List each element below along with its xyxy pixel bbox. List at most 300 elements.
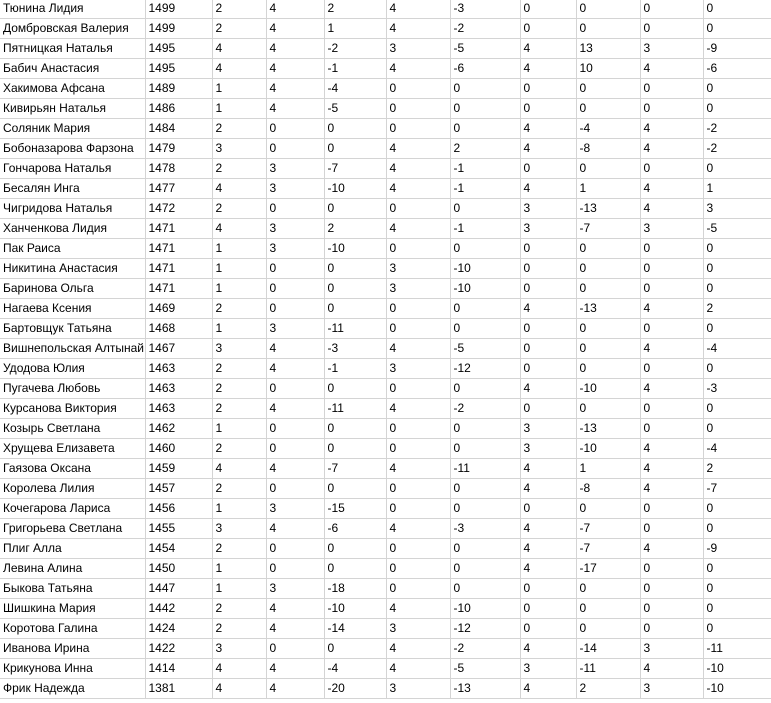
cell-col-4[interactable]: 0 xyxy=(266,639,324,659)
cell-col-10[interactable]: 4 xyxy=(640,339,703,359)
cell-col-3[interactable]: 3 xyxy=(212,519,266,539)
cell-name[interactable]: Нагаева Ксения xyxy=(0,299,145,319)
cell-col-10[interactable]: 4 xyxy=(640,179,703,199)
cell-rating[interactable]: 1499 xyxy=(145,19,212,39)
cell-col-4[interactable]: 4 xyxy=(266,619,324,639)
cell-rating[interactable]: 1469 xyxy=(145,299,212,319)
cell-col-9[interactable]: -13 xyxy=(576,419,640,439)
cell-col-10[interactable]: 3 xyxy=(640,39,703,59)
cell-col-6[interactable]: 4 xyxy=(386,179,450,199)
cell-col-6[interactable]: 0 xyxy=(386,499,450,519)
cell-col-5[interactable]: -18 xyxy=(324,579,386,599)
cell-col-4[interactable]: 3 xyxy=(266,179,324,199)
cell-col-3[interactable]: 2 xyxy=(212,159,266,179)
cell-rating[interactable]: 1495 xyxy=(145,39,212,59)
cell-col-8[interactable]: 4 xyxy=(520,639,576,659)
cell-col-10[interactable]: 0 xyxy=(640,419,703,439)
cell-col-3[interactable]: 1 xyxy=(212,559,266,579)
cell-col-6[interactable]: 0 xyxy=(386,199,450,219)
cell-rating[interactable]: 1422 xyxy=(145,639,212,659)
cell-col-10[interactable]: 0 xyxy=(640,559,703,579)
cell-col-10[interactable]: 3 xyxy=(640,679,703,699)
cell-name[interactable]: Удодова Юлия xyxy=(0,359,145,379)
cell-col-10[interactable]: 3 xyxy=(640,639,703,659)
cell-col-4[interactable]: 3 xyxy=(266,239,324,259)
cell-col-4[interactable]: 4 xyxy=(266,339,324,359)
cell-rating[interactable]: 1472 xyxy=(145,199,212,219)
cell-col-7[interactable]: 0 xyxy=(450,119,520,139)
cell-name[interactable]: Григорьева Светлана xyxy=(0,519,145,539)
cell-col-3[interactable]: 2 xyxy=(212,0,266,19)
cell-col-10[interactable]: 0 xyxy=(640,619,703,639)
cell-col-11[interactable]: -9 xyxy=(703,539,771,559)
cell-col-6[interactable]: 4 xyxy=(386,459,450,479)
cell-col-3[interactable]: 1 xyxy=(212,279,266,299)
cell-col-3[interactable]: 2 xyxy=(212,479,266,499)
cell-col-5[interactable]: 0 xyxy=(324,279,386,299)
cell-col-3[interactable]: 1 xyxy=(212,239,266,259)
cell-col-5[interactable]: 0 xyxy=(324,639,386,659)
cell-col-3[interactable]: 2 xyxy=(212,299,266,319)
cell-col-5[interactable]: -7 xyxy=(324,459,386,479)
cell-col-7[interactable]: 0 xyxy=(450,199,520,219)
cell-col-9[interactable]: 0 xyxy=(576,79,640,99)
cell-col-8[interactable]: 0 xyxy=(520,0,576,19)
cell-col-10[interactable]: 0 xyxy=(640,19,703,39)
cell-col-9[interactable]: 0 xyxy=(576,359,640,379)
cell-col-10[interactable]: 4 xyxy=(640,299,703,319)
cell-name[interactable]: Шишкина Мария xyxy=(0,599,145,619)
cell-col-6[interactable]: 4 xyxy=(386,59,450,79)
cell-col-5[interactable]: 2 xyxy=(324,0,386,19)
cell-col-4[interactable]: 3 xyxy=(266,319,324,339)
cell-col-6[interactable]: 4 xyxy=(386,519,450,539)
cell-col-7[interactable]: 0 xyxy=(450,239,520,259)
cell-col-9[interactable]: 10 xyxy=(576,59,640,79)
cell-col-4[interactable]: 4 xyxy=(266,79,324,99)
cell-rating[interactable]: 1455 xyxy=(145,519,212,539)
cell-col-6[interactable]: 3 xyxy=(386,259,450,279)
cell-col-11[interactable]: -4 xyxy=(703,339,771,359)
cell-col-6[interactable]: 4 xyxy=(386,219,450,239)
cell-col-6[interactable]: 4 xyxy=(386,0,450,19)
cell-col-11[interactable]: 0 xyxy=(703,359,771,379)
cell-name[interactable]: Левина Алина xyxy=(0,559,145,579)
cell-col-9[interactable]: -8 xyxy=(576,139,640,159)
cell-col-7[interactable]: 0 xyxy=(450,539,520,559)
cell-name[interactable]: Курсанова Виктория xyxy=(0,399,145,419)
cell-col-8[interactable]: 3 xyxy=(520,659,576,679)
cell-rating[interactable]: 1477 xyxy=(145,179,212,199)
cell-col-9[interactable]: 13 xyxy=(576,39,640,59)
cell-name[interactable]: Чигридова Наталья xyxy=(0,199,145,219)
cell-col-7[interactable]: 0 xyxy=(450,419,520,439)
cell-col-4[interactable]: 0 xyxy=(266,559,324,579)
cell-col-6[interactable]: 4 xyxy=(386,599,450,619)
cell-rating[interactable]: 1424 xyxy=(145,619,212,639)
cell-col-4[interactable]: 0 xyxy=(266,539,324,559)
cell-col-6[interactable]: 3 xyxy=(386,679,450,699)
cell-col-5[interactable]: -10 xyxy=(324,599,386,619)
cell-col-10[interactable]: 0 xyxy=(640,99,703,119)
cell-rating[interactable]: 1459 xyxy=(145,459,212,479)
cell-name[interactable]: Коротова Галина xyxy=(0,619,145,639)
cell-col-7[interactable]: -1 xyxy=(450,159,520,179)
cell-col-4[interactable]: 0 xyxy=(266,479,324,499)
cell-col-9[interactable]: 0 xyxy=(576,619,640,639)
cell-col-3[interactable]: 1 xyxy=(212,259,266,279)
cell-col-4[interactable]: 4 xyxy=(266,19,324,39)
cell-col-5[interactable]: -20 xyxy=(324,679,386,699)
cell-col-8[interactable]: 4 xyxy=(520,179,576,199)
cell-col-9[interactable]: -17 xyxy=(576,559,640,579)
cell-col-11[interactable]: 0 xyxy=(703,319,771,339)
cell-col-3[interactable]: 1 xyxy=(212,579,266,599)
cell-col-7[interactable]: -1 xyxy=(450,219,520,239)
cell-name[interactable]: Козырь Светлана xyxy=(0,419,145,439)
cell-col-9[interactable]: 1 xyxy=(576,179,640,199)
cell-col-10[interactable]: 4 xyxy=(640,199,703,219)
cell-col-6[interactable]: 4 xyxy=(386,639,450,659)
cell-col-5[interactable]: -1 xyxy=(324,59,386,79)
cell-col-8[interactable]: 0 xyxy=(520,259,576,279)
cell-col-7[interactable]: 2 xyxy=(450,139,520,159)
cell-col-3[interactable]: 3 xyxy=(212,639,266,659)
cell-col-6[interactable]: 4 xyxy=(386,139,450,159)
cell-col-6[interactable]: 0 xyxy=(386,539,450,559)
cell-col-3[interactable]: 2 xyxy=(212,599,266,619)
cell-col-10[interactable]: 0 xyxy=(640,499,703,519)
cell-col-8[interactable]: 3 xyxy=(520,439,576,459)
cell-col-9[interactable]: -8 xyxy=(576,479,640,499)
cell-col-10[interactable]: 0 xyxy=(640,79,703,99)
cell-col-8[interactable]: 0 xyxy=(520,619,576,639)
cell-name[interactable]: Плиг Алла xyxy=(0,539,145,559)
cell-col-7[interactable]: 0 xyxy=(450,299,520,319)
cell-col-3[interactable]: 2 xyxy=(212,619,266,639)
cell-col-8[interactable]: 0 xyxy=(520,339,576,359)
cell-name[interactable]: Гончарова Наталья xyxy=(0,159,145,179)
cell-name[interactable]: Фрик Надежда xyxy=(0,679,145,699)
cell-col-6[interactable]: 3 xyxy=(386,359,450,379)
cell-col-6[interactable]: 3 xyxy=(386,279,450,299)
cell-rating[interactable]: 1484 xyxy=(145,119,212,139)
cell-col-4[interactable]: 0 xyxy=(266,439,324,459)
cell-col-4[interactable]: 3 xyxy=(266,579,324,599)
cell-col-6[interactable]: 3 xyxy=(386,39,450,59)
cell-col-5[interactable]: -11 xyxy=(324,319,386,339)
cell-col-10[interactable]: 0 xyxy=(640,579,703,599)
cell-col-11[interactable]: 0 xyxy=(703,239,771,259)
cell-col-8[interactable]: 0 xyxy=(520,79,576,99)
cell-col-6[interactable]: 4 xyxy=(386,19,450,39)
cell-name[interactable]: Вишнепольская Алтынай xyxy=(0,339,145,359)
cell-col-9[interactable]: -7 xyxy=(576,519,640,539)
cell-name[interactable]: Тюнина Лидия xyxy=(0,0,145,19)
cell-col-6[interactable]: 0 xyxy=(386,419,450,439)
cell-col-8[interactable]: 3 xyxy=(520,199,576,219)
cell-col-5[interactable]: 0 xyxy=(324,139,386,159)
cell-rating[interactable]: 1460 xyxy=(145,439,212,459)
cell-col-7[interactable]: -13 xyxy=(450,679,520,699)
cell-name[interactable]: Пугачева Любовь xyxy=(0,379,145,399)
cell-name[interactable]: Крикунова Инна xyxy=(0,659,145,679)
cell-rating[interactable]: 1471 xyxy=(145,219,212,239)
cell-col-5[interactable]: 1 xyxy=(324,19,386,39)
cell-col-4[interactable]: 0 xyxy=(266,419,324,439)
cell-col-7[interactable]: -5 xyxy=(450,39,520,59)
cell-col-11[interactable]: 0 xyxy=(703,579,771,599)
cell-col-9[interactable]: 0 xyxy=(576,499,640,519)
cell-name[interactable]: Быкова Татьяна xyxy=(0,579,145,599)
cell-col-8[interactable]: 0 xyxy=(520,279,576,299)
cell-col-8[interactable]: 4 xyxy=(520,299,576,319)
cell-rating[interactable]: 1442 xyxy=(145,599,212,619)
cell-col-8[interactable]: 0 xyxy=(520,399,576,419)
cell-col-8[interactable]: 0 xyxy=(520,159,576,179)
cell-col-4[interactable]: 0 xyxy=(266,119,324,139)
cell-col-3[interactable]: 2 xyxy=(212,19,266,39)
cell-col-10[interactable]: 0 xyxy=(640,239,703,259)
cell-col-3[interactable]: 1 xyxy=(212,419,266,439)
cell-col-11[interactable]: 0 xyxy=(703,499,771,519)
cell-col-3[interactable]: 2 xyxy=(212,359,266,379)
cell-col-10[interactable]: 4 xyxy=(640,119,703,139)
cell-col-3[interactable]: 2 xyxy=(212,119,266,139)
cell-col-11[interactable]: 0 xyxy=(703,159,771,179)
cell-col-4[interactable]: 4 xyxy=(266,59,324,79)
cell-col-6[interactable]: 0 xyxy=(386,579,450,599)
cell-col-3[interactable]: 4 xyxy=(212,179,266,199)
cell-col-8[interactable]: 4 xyxy=(520,519,576,539)
cell-rating[interactable]: 1450 xyxy=(145,559,212,579)
cell-col-11[interactable]: 0 xyxy=(703,419,771,439)
cell-col-7[interactable]: 0 xyxy=(450,379,520,399)
cell-rating[interactable]: 1489 xyxy=(145,79,212,99)
cell-col-5[interactable]: 0 xyxy=(324,479,386,499)
cell-col-9[interactable]: -7 xyxy=(576,219,640,239)
cell-name[interactable]: Ханченкова Лидия xyxy=(0,219,145,239)
cell-col-4[interactable]: 4 xyxy=(266,459,324,479)
cell-col-11[interactable]: 0 xyxy=(703,399,771,419)
cell-col-7[interactable]: 0 xyxy=(450,559,520,579)
cell-col-3[interactable]: 2 xyxy=(212,199,266,219)
cell-col-10[interactable]: 0 xyxy=(640,0,703,19)
cell-col-7[interactable]: -3 xyxy=(450,0,520,19)
cell-col-5[interactable]: 2 xyxy=(324,219,386,239)
cell-col-4[interactable]: 4 xyxy=(266,399,324,419)
cell-col-9[interactable]: 0 xyxy=(576,319,640,339)
cell-col-9[interactable]: 0 xyxy=(576,399,640,419)
cell-col-9[interactable]: 0 xyxy=(576,339,640,359)
cell-name[interactable]: Пак Раиса xyxy=(0,239,145,259)
cell-col-5[interactable]: -3 xyxy=(324,339,386,359)
cell-col-9[interactable]: 0 xyxy=(576,599,640,619)
cell-col-4[interactable]: 0 xyxy=(266,139,324,159)
cell-col-8[interactable]: 4 xyxy=(520,139,576,159)
cell-name[interactable]: Иванова Ирина xyxy=(0,639,145,659)
cell-col-6[interactable]: 0 xyxy=(386,239,450,259)
cell-col-6[interactable]: 4 xyxy=(386,159,450,179)
cell-col-11[interactable]: -11 xyxy=(703,639,771,659)
cell-col-11[interactable]: -7 xyxy=(703,479,771,499)
cell-col-9[interactable]: -13 xyxy=(576,299,640,319)
cell-col-4[interactable]: 0 xyxy=(266,299,324,319)
cell-col-8[interactable]: 4 xyxy=(520,59,576,79)
cell-col-4[interactable]: 0 xyxy=(266,259,324,279)
cell-col-8[interactable]: 4 xyxy=(520,119,576,139)
cell-col-8[interactable]: 0 xyxy=(520,99,576,119)
cell-col-7[interactable]: -2 xyxy=(450,639,520,659)
cell-col-4[interactable]: 3 xyxy=(266,159,324,179)
cell-col-7[interactable]: 0 xyxy=(450,319,520,339)
cell-col-8[interactable]: 0 xyxy=(520,239,576,259)
cell-col-3[interactable]: 1 xyxy=(212,79,266,99)
cell-col-6[interactable]: 0 xyxy=(386,559,450,579)
cell-col-8[interactable]: 3 xyxy=(520,419,576,439)
cell-col-8[interactable]: 3 xyxy=(520,219,576,239)
cell-col-11[interactable]: 0 xyxy=(703,19,771,39)
cell-col-6[interactable]: 0 xyxy=(386,439,450,459)
cell-col-7[interactable]: -3 xyxy=(450,519,520,539)
cell-name[interactable]: Бартовщук Татьяна xyxy=(0,319,145,339)
cell-col-10[interactable]: 4 xyxy=(640,459,703,479)
cell-rating[interactable]: 1495 xyxy=(145,59,212,79)
cell-col-9[interactable]: -11 xyxy=(576,659,640,679)
cell-col-9[interactable]: -10 xyxy=(576,379,640,399)
cell-col-6[interactable]: 0 xyxy=(386,319,450,339)
cell-col-10[interactable]: 0 xyxy=(640,399,703,419)
cell-col-8[interactable]: 4 xyxy=(520,559,576,579)
cell-col-9[interactable]: 0 xyxy=(576,19,640,39)
cell-col-6[interactable]: 0 xyxy=(386,479,450,499)
cell-col-9[interactable]: 0 xyxy=(576,259,640,279)
cell-col-7[interactable]: -5 xyxy=(450,659,520,679)
cell-col-7[interactable]: -2 xyxy=(450,399,520,419)
cell-col-9[interactable]: -4 xyxy=(576,119,640,139)
cell-col-11[interactable]: 0 xyxy=(703,0,771,19)
cell-col-9[interactable]: 0 xyxy=(576,159,640,179)
cell-col-10[interactable]: 3 xyxy=(640,219,703,239)
cell-col-6[interactable]: 4 xyxy=(386,659,450,679)
cell-col-8[interactable]: 4 xyxy=(520,379,576,399)
cell-col-9[interactable]: -14 xyxy=(576,639,640,659)
cell-col-3[interactable]: 4 xyxy=(212,459,266,479)
cell-col-4[interactable]: 4 xyxy=(266,359,324,379)
cell-col-6[interactable]: 4 xyxy=(386,399,450,419)
cell-col-11[interactable]: -9 xyxy=(703,39,771,59)
cell-col-11[interactable]: -2 xyxy=(703,139,771,159)
cell-col-8[interactable]: 0 xyxy=(520,499,576,519)
cell-col-10[interactable]: 4 xyxy=(640,479,703,499)
cell-col-9[interactable]: 0 xyxy=(576,279,640,299)
cell-col-10[interactable]: 4 xyxy=(640,379,703,399)
cell-col-11[interactable]: 0 xyxy=(703,279,771,299)
cell-col-8[interactable]: 0 xyxy=(520,579,576,599)
cell-col-7[interactable]: -11 xyxy=(450,459,520,479)
cell-name[interactable]: Соляник Мария xyxy=(0,119,145,139)
cell-col-3[interactable]: 2 xyxy=(212,539,266,559)
cell-col-10[interactable]: 4 xyxy=(640,139,703,159)
cell-col-7[interactable]: -10 xyxy=(450,259,520,279)
cell-col-4[interactable]: 3 xyxy=(266,219,324,239)
cell-rating[interactable]: 1463 xyxy=(145,399,212,419)
cell-col-3[interactable]: 1 xyxy=(212,99,266,119)
cell-col-11[interactable]: 0 xyxy=(703,559,771,579)
cell-col-7[interactable]: -12 xyxy=(450,359,520,379)
cell-col-8[interactable]: 4 xyxy=(520,459,576,479)
cell-name[interactable]: Баринова Ольга xyxy=(0,279,145,299)
cell-col-11[interactable]: 0 xyxy=(703,79,771,99)
cell-col-5[interactable]: -4 xyxy=(324,659,386,679)
cell-col-8[interactable]: 4 xyxy=(520,479,576,499)
cell-col-7[interactable]: -10 xyxy=(450,279,520,299)
cell-rating[interactable]: 1471 xyxy=(145,239,212,259)
cell-col-3[interactable]: 2 xyxy=(212,379,266,399)
cell-col-9[interactable]: -13 xyxy=(576,199,640,219)
cell-col-9[interactable]: 0 xyxy=(576,579,640,599)
cell-name[interactable]: Бобоназарова Фарзона xyxy=(0,139,145,159)
cell-col-11[interactable]: -10 xyxy=(703,679,771,699)
cell-col-11[interactable]: -10 xyxy=(703,659,771,679)
cell-col-3[interactable]: 1 xyxy=(212,499,266,519)
cell-col-5[interactable]: -4 xyxy=(324,79,386,99)
cell-name[interactable]: Королева Лилия xyxy=(0,479,145,499)
cell-col-11[interactable]: -6 xyxy=(703,59,771,79)
cell-col-7[interactable]: 0 xyxy=(450,99,520,119)
cell-col-7[interactable]: 0 xyxy=(450,439,520,459)
cell-name[interactable]: Пятницкая Наталья xyxy=(0,39,145,59)
cell-rating[interactable]: 1414 xyxy=(145,659,212,679)
cell-col-11[interactable]: 3 xyxy=(703,199,771,219)
cell-col-5[interactable]: 0 xyxy=(324,299,386,319)
cell-col-4[interactable]: 4 xyxy=(266,0,324,19)
cell-rating[interactable]: 1457 xyxy=(145,479,212,499)
cell-name[interactable]: Бесалян Инга xyxy=(0,179,145,199)
cell-rating[interactable]: 1478 xyxy=(145,159,212,179)
cell-col-5[interactable]: 0 xyxy=(324,439,386,459)
cell-col-11[interactable]: -3 xyxy=(703,379,771,399)
cell-col-5[interactable]: -14 xyxy=(324,619,386,639)
cell-name[interactable]: Никитина Анастасия xyxy=(0,259,145,279)
cell-rating[interactable]: 1447 xyxy=(145,579,212,599)
cell-rating[interactable]: 1462 xyxy=(145,419,212,439)
cell-rating[interactable]: 1486 xyxy=(145,99,212,119)
cell-col-4[interactable]: 4 xyxy=(266,39,324,59)
cell-col-5[interactable]: 0 xyxy=(324,199,386,219)
cell-col-8[interactable]: 0 xyxy=(520,599,576,619)
cell-col-5[interactable]: -6 xyxy=(324,519,386,539)
cell-col-3[interactable]: 4 xyxy=(212,59,266,79)
cell-col-4[interactable]: 0 xyxy=(266,279,324,299)
cell-col-9[interactable]: 1 xyxy=(576,459,640,479)
cell-col-11[interactable]: 1 xyxy=(703,179,771,199)
cell-col-9[interactable]: 0 xyxy=(576,99,640,119)
cell-col-11[interactable]: 0 xyxy=(703,259,771,279)
cell-rating[interactable]: 1471 xyxy=(145,259,212,279)
cell-col-6[interactable]: 0 xyxy=(386,379,450,399)
cell-rating[interactable]: 1463 xyxy=(145,379,212,399)
cell-col-7[interactable]: -5 xyxy=(450,339,520,359)
cell-col-10[interactable]: 0 xyxy=(640,319,703,339)
cell-col-4[interactable]: 4 xyxy=(266,659,324,679)
cell-name[interactable]: Кивирьян Наталья xyxy=(0,99,145,119)
cell-col-11[interactable]: -2 xyxy=(703,119,771,139)
cell-col-5[interactable]: -1 xyxy=(324,359,386,379)
cell-col-9[interactable]: 0 xyxy=(576,0,640,19)
cell-col-10[interactable]: 0 xyxy=(640,159,703,179)
cell-col-5[interactable]: 0 xyxy=(324,539,386,559)
